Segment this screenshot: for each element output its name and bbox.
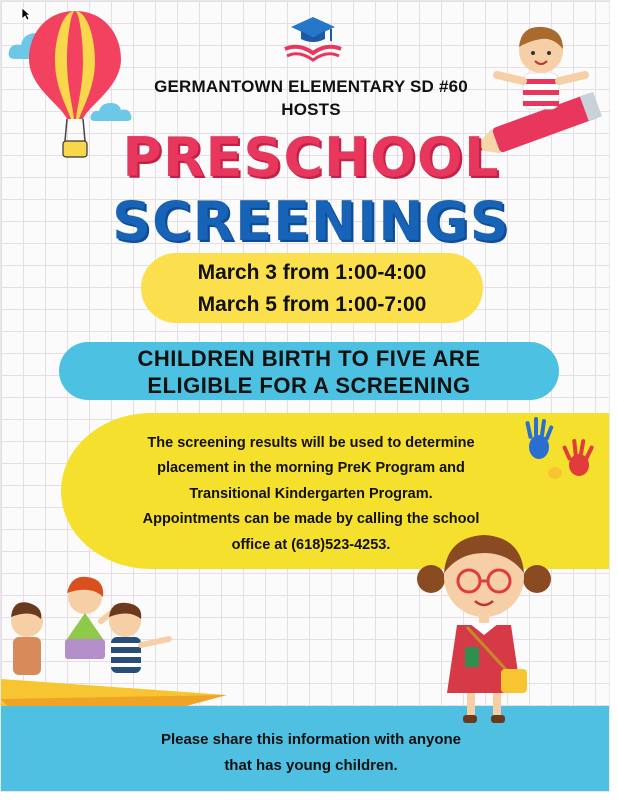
footer-line-1: Please share this information with anyone: [160, 731, 462, 748]
info-line: The screening results will be used to determine: [147, 435, 475, 451]
eligibility-line-1: CHILDREN BIRTH TO FIVE ARE: [137, 346, 481, 371]
date-line-1: March 3 from 1:00-4:00: [197, 261, 427, 284]
info-line: placement in the morning PreK Program and: [157, 460, 465, 476]
handprints-icon: [521, 411, 601, 485]
footer-line-2: that has young children.: [224, 757, 398, 774]
info-line: Appointments can be made by calling the school: [142, 511, 480, 527]
info-line: office at (618)523-4253.: [231, 537, 391, 553]
girl-with-glasses-illustration: [409, 523, 559, 733]
title-preschool: PRESCHOOL: [122, 126, 500, 189]
info-line: Transitional Kindergarten Program.: [189, 486, 433, 502]
graduation-logo-icon: [281, 15, 345, 63]
host-line-1: GERMANTOWN ELEMENTARY SD #60: [154, 77, 468, 96]
eligibility-line-2: ELIGIBLE FOR A SCREENING: [147, 373, 471, 398]
date-line-2: March 5 from 1:00-7:00: [197, 293, 427, 316]
host-line-2: HOSTS: [281, 100, 341, 119]
title-screenings: SCREENINGS: [112, 190, 510, 253]
